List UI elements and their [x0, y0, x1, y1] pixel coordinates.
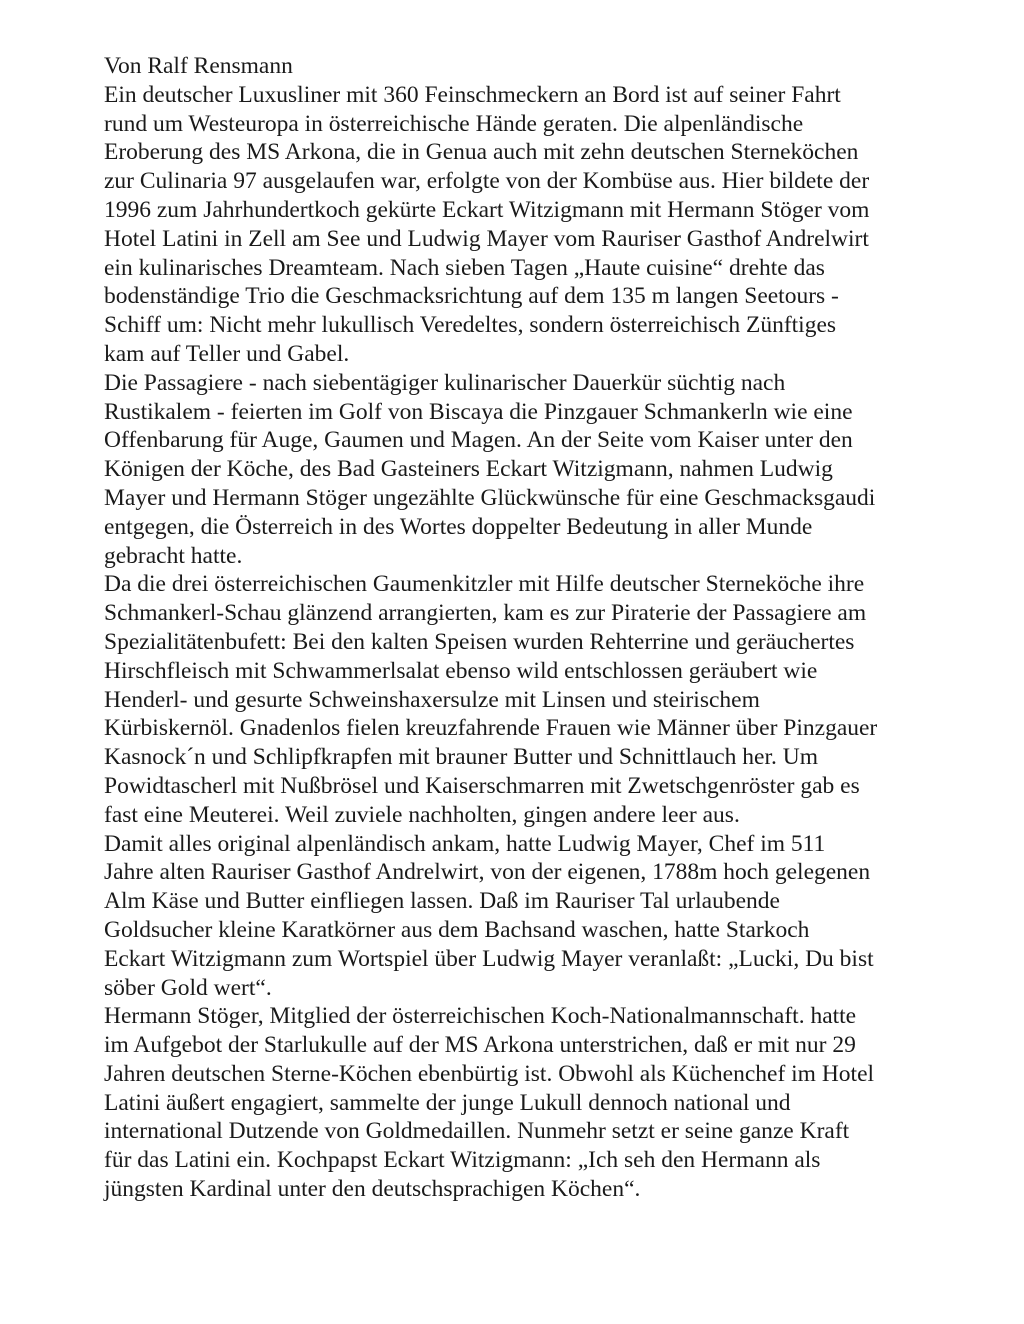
text-line: Rustikalem - feierten im Golf von Biscaya die Pinzgauer Schmankerln wie eine [104, 398, 853, 425]
text-line: Hirschfleisch mit Schwammerlsalat ebenso wild entschlossen geräubert wie [104, 657, 818, 684]
paragraph-3 [104, 570, 944, 829]
text-line: entgegen, die Österreich in des Wortes doppelter Bedeutung in aller Munde [104, 513, 813, 540]
text-line: fast eine Meuterei. Weil zuviele nachholten, gingen andere leer aus. [104, 801, 740, 828]
paragraph-1 [104, 81, 944, 369]
text-line: kam auf Teller und Gabel. [104, 340, 350, 367]
text-line: Kasnock´n und Schlipfkrapfen mit brauner Butter und Schnittlauch her. Um [104, 744, 818, 771]
text-line: Powidtascherl mit Nußbrösel und Kaiserschmarren mit Zwetschgenröster gab es [104, 772, 860, 799]
text-line: Hotel Latini in Zell am See und Ludwig Mayer vom Rauriser Gasthof Andrelwirt [104, 225, 869, 252]
text-line: Eroberung des MS Arkona, die in Genua auch mit zehn deutschen Sterneköchen [104, 139, 859, 166]
text-line: ein kulinarisches Dreamteam. Nach sieben Tagen „Haute cuisine“ drehte das [104, 254, 825, 281]
text-line: Latini äußert engagiert, sammelte der junge Lukull dennoch national und [104, 1089, 791, 1116]
text-line: gebracht hatte. [104, 542, 243, 569]
text-line: Henderl- und gesurte Schweinshaxersulze mit Linsen und steirischem [104, 686, 760, 713]
text-line: Jahre alten Rauriser Gasthof Andrelwirt, von der eigenen, 1788m hoch gelegenen [104, 859, 871, 886]
text-line: international Dutzende von Goldmedaillen. Nunmehr setzt er seine ganze Kraft [104, 1118, 850, 1145]
text-line: im Aufgebot der Starlukulle auf der MS Arkona unterstrichen, daß er mit nur 29 [104, 1032, 856, 1059]
text-line: Damit alles original alpenländisch ankam, hatte Ludwig Mayer, Chef im 511 [104, 830, 826, 857]
text-line: Mayer und Hermann Stöger ungezählte Glückwünsche für eine Geschmacksgaudi [104, 484, 876, 511]
article-text [104, 52, 944, 1204]
text-line: rund um Westeuropa in österreichische Hände geraten. Die alpenländische [104, 110, 804, 137]
text-line: jüngsten Kardinal unter den deutschsprachigen Köchen“. [104, 1176, 641, 1203]
text-line: Offenbarung für Auge, Gaumen und Magen. An der Seite vom Kaiser unter den [104, 427, 853, 454]
text-line: Jahren deutschen Sterne-Köchen ebenbürtig ist. Obwohl als Küchenchef im Hotel [104, 1060, 875, 1087]
text-line: bodenständige Trio die Geschmacksrichtung auf dem 135 m langen Seetours - [104, 283, 839, 310]
paragraph-2 [104, 369, 944, 571]
text-line: für das Latini ein. Kochpapst Eckart Witzigmann: „Ich seh den Hermann als [104, 1147, 821, 1174]
text-line: Da die drei österreichischen Gaumenkitzler mit Hilfe deutscher Sterneköche ihre [104, 571, 865, 598]
text-line: 1996 zum Jahrhundertkoch gekürte Eckart Witzigmann mit Hermann Stöger vom [104, 196, 870, 223]
text-line: Schmankerl-Schau glänzend arrangierten, kam es zur Piraterie der Passagiere am [104, 600, 867, 627]
text-line: Königen der Köche, des Bad Gasteiners Eckart Witzigmann, nahmen Ludwig [104, 456, 833, 483]
text-line: söber Gold wert“. [104, 974, 272, 1001]
text-line: Eckart Witzigmann zum Wortspiel über Ludwig Mayer veranlaßt: „Lucki, Du bist [104, 945, 874, 972]
text-line: Hermann Stöger, Mitglied der österreichischen Koch-Nationalmannschaft. hatte [104, 1003, 857, 1030]
text-line: Spezialitätenbufett: Bei den kalten Speisen wurden Rehterrine und geräuchertes [104, 628, 855, 655]
text-line: Alm Käse und Butter einfliegen lassen. Daß im Rauriser Tal urlaubende [104, 888, 780, 915]
paragraph-5 [104, 1002, 944, 1204]
text-line: zur Culinaria 97 ausgelaufen war, erfolgte von der Kombüse aus. Hier bildete der [104, 168, 870, 195]
author-line: Von Ralf Rensmann [104, 53, 293, 79]
text-line: Goldsucher kleine Karatkörner aus dem Bachsand waschen, hatte Starkoch [104, 916, 810, 943]
text-line: Die Passagiere - nach siebentägiger kulinarischer Dauerkür süchtig nach [104, 369, 786, 396]
text-line: Kürbiskernöl. Gnadenlos fielen kreuzfahrende Frauen wie Männer über Pinzgauer [104, 715, 878, 742]
text-line: Ein deutscher Luxusliner mit 360 Feinschmeckern an Bord ist auf seiner Fahrt [104, 81, 841, 108]
text-line: Schiff um: Nicht mehr lukullisch Veredeltes, sondern österreichisch Zünftiges [104, 312, 837, 339]
paragraph-4 [104, 830, 944, 1003]
